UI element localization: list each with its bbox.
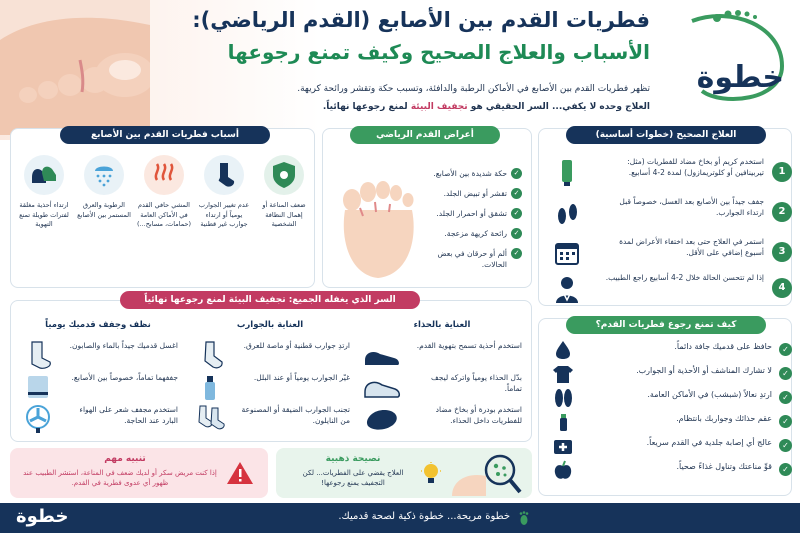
env-item: استخدم مجفف شعر على الهواء البارد عند الحاجة. — [18, 404, 178, 434]
fungus-magnifier-icon — [448, 452, 526, 496]
drop-icon — [552, 340, 574, 360]
shoes-icon — [30, 163, 58, 187]
prevention-item: ✓ حافظ على قدميك جافة دائماً. — [552, 340, 792, 362]
check-icon: ✓ — [779, 439, 792, 452]
prevention-item: ✓ عقم حذائك وجواربك بانتظام. — [552, 412, 792, 434]
cause-text: عدم تغيير الجوارب يومياً أو ارتداء جوارب غير قطنية — [198, 201, 250, 228]
foot-illustration-icon — [330, 170, 425, 280]
sock-icon — [190, 340, 230, 370]
check-icon: ✓ — [511, 228, 522, 239]
page-title-line1: فطريات القدم بين الأصابع (القدم الرياضي): — [192, 8, 650, 32]
env-item: ارتدِ جوارب قطنية أو ماصة للعرق. — [190, 340, 350, 370]
env-item: بدّل الحذاء يومياً واتركه ليجف تماماً. — [362, 372, 522, 402]
first-aid-icon — [552, 436, 574, 456]
cause-item — [136, 155, 192, 230]
fan-icon — [18, 404, 58, 434]
foot-icon — [18, 340, 58, 370]
treatment-title: العلاج الصحيح (خطوات أساسية) — [566, 126, 766, 144]
flipflops-icon — [552, 388, 574, 408]
cleaning-icon — [552, 412, 574, 432]
shield-virus-icon — [271, 161, 297, 189]
calendar-icon — [552, 238, 582, 268]
symptoms-title: أعراض القدم الرياضي — [350, 126, 500, 144]
treatment-step: 4 إذا لم تتحسن الحالة خلال 2-4 أسابيع راجع الطبيب. — [552, 272, 792, 308]
prevention-item: ✓ لا تشارك المناشف أو الأحذية أو الجوارب. — [552, 364, 792, 386]
treatment-step: 2 جفف جيداً بين الأصابع بعد الغسل، خصوصاً قبل ارتداء الجوارب. — [552, 196, 792, 232]
symptom-item: ✓ تشقق أو احمرار الجلد. — [417, 208, 522, 219]
cream-tube-icon — [552, 158, 582, 188]
sneaker-icon — [362, 340, 402, 370]
intro-highlight-a: العلاج وحده لا يكفي... السر الحقيقي هو — [470, 102, 650, 112]
footer-logo: خطوة — [16, 506, 69, 527]
cause-item — [16, 155, 72, 230]
cause-text: ضعف المناعة أو إهمال النظافة الشخصية — [262, 201, 306, 228]
doctor-icon — [552, 274, 582, 304]
footer-bar — [0, 503, 800, 533]
page-title-line2: الأسباب والعلاج الصحيح وكيف تمنع رجوعها — [227, 40, 650, 64]
apple-icon — [552, 460, 574, 480]
symptom-item: ✓ رائحة كريهة مزعجة. — [417, 228, 522, 239]
check-icon: ✓ — [779, 343, 792, 356]
shower-icon — [91, 161, 117, 189]
intro-highlight-c: لمنع رجوعها نهائياً. — [322, 102, 408, 112]
env-item: استخدم بودرة أو بخاخ مضاد للفطريات داخل الحذاء. — [362, 404, 522, 434]
heat-waves-icon — [152, 162, 176, 188]
check-icon: ✓ — [779, 367, 792, 380]
brand-logo-text: خطوة — [696, 60, 784, 95]
cause-text: الرطوبة والعرق المستمر بين الأصابع — [77, 201, 131, 219]
foot-closeup-image — [0, 0, 150, 135]
shoe-icon — [362, 372, 402, 402]
env-item: جففهما تماماً، خصوصاً بين الأصابع. — [18, 372, 178, 402]
check-icon: ✓ — [511, 248, 522, 259]
symptom-item: ✓ تقشر أو تبيض الجلد. — [417, 188, 522, 199]
check-icon: ✓ — [779, 415, 792, 428]
insole-icon — [362, 404, 402, 434]
intro-text: تظهر فطريات القدم بين الأصابع في الأماكن الرطبة والدافئة، وتسبب حكة وتقشر ورائحة كريهة. — [297, 84, 650, 94]
causes-title: أسباب فطريات القدم بين الأصابع — [60, 126, 270, 144]
prevention-item: ✓ عالج أي إصابة جلدية في القدم سريعاً. — [552, 436, 792, 458]
env-item: اغسل قدميك جيداً بالماء والصابون. — [18, 340, 178, 370]
env-column-title: نظف وجفف قدميك يومياً — [45, 320, 151, 330]
env-item: غيّر الجوارب يومياً أو عند البلل. — [190, 372, 350, 402]
footprints-icon — [552, 198, 582, 228]
cause-item — [196, 155, 252, 230]
check-icon: ✓ — [779, 391, 792, 404]
check-icon: ✓ — [511, 168, 522, 179]
warning-title: تنبيه مهم — [104, 454, 146, 464]
env-item: تجنب الجوارب الضيقة أو المصنوعة من النايلون. — [190, 404, 350, 434]
check-icon: ✓ — [779, 463, 792, 476]
cause-text: المشي حافي القدم في الأماكن العامة (حمامات، مسابح...) — [136, 201, 192, 228]
treatment-step: 3 استمر في العلاج حتى بعد اختفاء الأعراض لمدة أسبوع إضافي على الأقل. — [552, 236, 792, 272]
prevention-item: ✓ ارتدِ نعالاً (شبشب) في الأماكن العامة. — [552, 388, 792, 410]
footer-slogan: خطوة مريحة... خطوة ذكية لصحة قدميك. — [338, 511, 510, 522]
treatment-step: 1 استخدم كريم أو بخاخ مضاد للفطريات (مثل: تيربينافين أو كلوتريمازول) لمدة 2-4 أسابيع. — [552, 156, 792, 192]
socks-pair-icon — [190, 404, 230, 434]
check-icon: ✓ — [511, 208, 522, 219]
towel-icon — [18, 372, 58, 402]
lightbulb-icon — [420, 462, 442, 486]
env-column-title: العناية بالحذاء — [413, 320, 471, 330]
env-item: استخدم أحذية تسمح بتهوية القدم. — [362, 340, 522, 370]
warning-text: إذا كنت مريض سكر أو لديك ضعف في المناعة، استشر الطبيب عند ظهور أي عدوى فطرية في القدم. — [23, 469, 217, 487]
intro-highlight — [110, 102, 650, 112]
footprint-icon — [518, 511, 530, 525]
tshirt-icon — [552, 364, 574, 384]
prevention-title: كيف تمنع رجوع فطريات القدم؟ — [566, 316, 766, 334]
env-column-title: العناية بالجوارب — [236, 320, 304, 330]
cause-item — [256, 155, 312, 230]
environment-title: السر الذي يغفله الجميع: تجفيف البيئة لمنع رجوعها نهائياً — [120, 291, 420, 309]
cause-text: ارتداء أحذية مغلقة لفترات طويلة تمنع التهوية — [19, 201, 69, 228]
tip-title: نصيحة ذهبية — [325, 454, 381, 464]
spray-icon — [190, 372, 230, 402]
check-icon: ✓ — [511, 188, 522, 199]
intro-highlight-b: تجفيف البيئة — [410, 102, 468, 112]
symptom-item: ✓ ألم أو حرقان في بعض الحالات. — [417, 248, 522, 270]
tip-text: العلاج يقضي على الفطريات... لكن التجفيف يمنع رجوعها! — [302, 469, 404, 487]
symptom-item: ✓ حكة شديدة بين الأصابع. — [417, 168, 522, 179]
cause-item — [76, 155, 132, 220]
prevention-item: ✓ قوِّ مناعتك وتناول غذاءً صحياً. — [552, 460, 792, 482]
warning-icon — [226, 460, 254, 486]
sock-icon — [212, 161, 236, 189]
